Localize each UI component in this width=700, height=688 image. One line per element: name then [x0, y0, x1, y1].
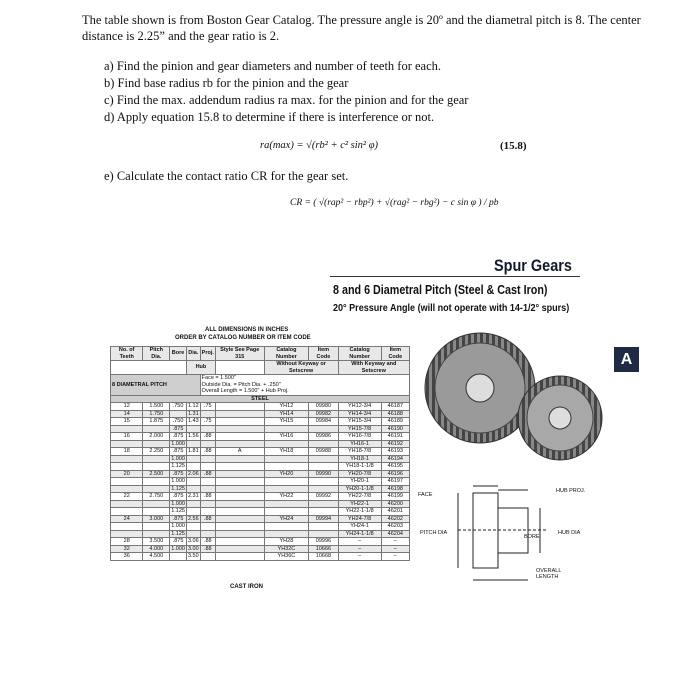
pressure-angle-note: 20° Pressure Angle (will not operate with 14-1/2° spurs): [333, 302, 570, 314]
table-cell: [200, 500, 215, 508]
col-catalog-number: Catalog Number: [264, 347, 309, 361]
table-cell: [143, 478, 170, 486]
table-cell: 22: [111, 493, 143, 501]
table-row: [111, 425, 410, 433]
table-cell: [264, 530, 309, 538]
table-cell: 46201: [381, 508, 409, 516]
table-cell: .875: [170, 538, 187, 546]
dimensions-note: ALL DIMENSIONS IN INCHES: [205, 327, 289, 333]
table-cell: [264, 508, 309, 516]
col-bore: Bore: [170, 347, 187, 361]
problem-intro: The table shown is from Boston Gear Catalog. The pressure angle is 20º and the diametral pitch is 8. The center distance is 2.25” and the gear ratio is 2.: [82, 13, 641, 43]
table-cell: [309, 440, 338, 448]
table-cell: 1.000: [171, 545, 185, 552]
table-cell: 14: [111, 410, 143, 418]
table-cell: 1.56: [187, 433, 199, 439]
table-cell: [200, 530, 215, 538]
table-cell: A: [215, 448, 264, 456]
col-item-code: Item Code: [309, 347, 338, 361]
table-cell: 1.125: [171, 508, 185, 514]
table-cell: YH28: [264, 538, 309, 546]
table-cell: [215, 433, 264, 441]
table-cell: [264, 500, 309, 508]
table-cell: 09992: [309, 493, 338, 501]
table-cell: 46192: [381, 440, 409, 448]
table-cell: [215, 455, 264, 463]
table-cell: 46188: [381, 410, 409, 418]
with-keyway-header: With Keyway and Setscrew: [338, 361, 409, 375]
table-cell: 46193: [381, 448, 409, 456]
table-cell: [309, 508, 338, 516]
table-cell: .875: [170, 448, 187, 456]
table-cell: 46203: [381, 523, 409, 531]
table-cell: 09988: [309, 448, 338, 456]
table-cell: .75: [200, 418, 215, 426]
title-rule: [330, 276, 580, 277]
table-cell: 10668: [309, 553, 338, 561]
table-cell: [215, 478, 264, 486]
table-cell: 32: [111, 545, 143, 553]
table-cell: 12: [111, 403, 143, 411]
label-overall-length: OVERALL LENGTH: [536, 568, 562, 580]
table-cell: .875: [170, 433, 187, 441]
table-cell: 2.56: [187, 515, 199, 522]
table-cell: [215, 418, 264, 426]
table-cell: 1.125: [171, 530, 185, 537]
diametral-pitch-section: 8 DIAMETRAL PITCH: [111, 375, 201, 396]
table-cell: YH14: [264, 410, 309, 418]
table-cell: YH24-1: [338, 523, 381, 531]
table-row: [111, 553, 410, 561]
table-cell: 46194: [381, 455, 409, 463]
table-cell: .88: [200, 515, 215, 523]
table-cell: 1.750: [143, 410, 170, 418]
table-cell: 2.750: [143, 493, 170, 501]
label-face: FACE: [418, 492, 433, 498]
table-cell: [111, 500, 143, 508]
table-cell: [309, 485, 338, 493]
table-cell: YH15-3/4: [338, 418, 381, 426]
col-no-teeth: No. of Teeth: [111, 347, 143, 361]
table-cell: 20: [111, 470, 143, 478]
table-cell: 46190: [381, 425, 409, 433]
table-row: [111, 403, 410, 411]
table-cell: 3.00: [187, 545, 199, 552]
table-cell: 1.000: [171, 478, 185, 484]
table-row: [111, 485, 410, 493]
table-cell: [111, 523, 143, 531]
table-cell: YH12-3/4: [338, 403, 381, 411]
table-cell: YH22: [264, 493, 309, 501]
table-cell: .88: [200, 538, 215, 546]
table-cell: 1.43: [187, 418, 199, 424]
table-row: [111, 440, 410, 448]
table-cell: 1.81: [187, 448, 199, 454]
table-cell: YH18-7/8: [338, 448, 381, 456]
table-cell: [309, 455, 338, 463]
table-cell: 3.06: [187, 538, 199, 544]
label-hub-dia: HUB DIA: [558, 530, 581, 536]
table-cell: YH16: [264, 433, 309, 441]
table-cell: 09982: [309, 410, 338, 418]
table-cell: [264, 478, 309, 486]
table-cell: 09996: [309, 538, 338, 546]
table-cell: 46199: [381, 493, 409, 501]
table-cell: 46187: [381, 403, 409, 411]
table-cell: –: [338, 553, 381, 561]
table-cell: [186, 440, 200, 448]
table-cell: [264, 463, 309, 471]
table-cell: [309, 523, 338, 531]
table-cell: [215, 545, 264, 553]
table-cell: YH32C: [264, 545, 309, 553]
table-cell: .88: [200, 433, 215, 441]
table-cell: [170, 553, 187, 561]
table-row: [111, 478, 410, 486]
spur-gears-illustration: [420, 318, 610, 478]
table-cell: [215, 515, 264, 523]
table-cell: YH24: [264, 515, 309, 523]
table-cell: [309, 425, 338, 433]
table-cell: [111, 485, 143, 493]
col-style: Style See Page 315: [215, 347, 264, 361]
table-cell: YH22-7/8: [338, 493, 381, 501]
table-cell: [143, 523, 170, 531]
table-cell: [215, 508, 264, 516]
table-cell: [143, 463, 170, 471]
table-cell: 1.000: [171, 500, 185, 507]
table-cell: [200, 553, 215, 561]
table-cell: –: [381, 553, 409, 561]
table-cell: [309, 500, 338, 508]
table-cell: YH16-1: [338, 440, 381, 448]
table-cell: [143, 500, 170, 508]
table-cell: .875: [170, 470, 187, 478]
table-cell: 2.31: [187, 493, 199, 499]
table-cell: 09990: [309, 470, 338, 478]
catalog-title: Spur Gears: [494, 256, 572, 275]
table-cell: [264, 425, 309, 433]
table-cell: [215, 523, 264, 531]
table-cell: 1.12: [187, 403, 199, 409]
table-cell: [186, 463, 200, 471]
table-cell: [215, 463, 264, 471]
table-cell: [215, 410, 264, 418]
table-cell: 46191: [381, 433, 409, 441]
table-row: [111, 455, 410, 463]
col-hub-proj: Proj.: [200, 347, 215, 361]
table-cell: 24: [111, 515, 143, 523]
table-cell: 2.500: [143, 470, 170, 478]
table-cell: 28: [111, 538, 143, 546]
table-cell: [111, 425, 143, 433]
table-cell: YH15: [264, 418, 309, 426]
table-cell: [215, 485, 264, 493]
table-cell: [215, 403, 264, 411]
table-cell: 18: [111, 448, 143, 456]
table-cell: [200, 463, 215, 471]
table-cell: 1.125: [171, 463, 185, 469]
table-cell: .88: [200, 493, 215, 501]
table-row: [111, 515, 410, 523]
label-hub-proj: HUB PROJ.: [556, 488, 586, 494]
table-cell: –: [338, 538, 381, 546]
table-cell: [143, 455, 170, 463]
table-cell: .75: [200, 403, 215, 411]
table-row: [111, 410, 410, 418]
table-cell: 3.500: [143, 538, 170, 546]
table-cell: [215, 493, 264, 501]
table-row: [111, 530, 410, 538]
table-cell: 36: [111, 553, 143, 561]
label-bore: BORE: [524, 534, 540, 540]
table-cell: 1.000: [171, 523, 185, 529]
question-d: d) Apply equation 15.8 to determine if there is interference or not.: [104, 110, 435, 124]
table-cell: [186, 425, 200, 433]
table-cell: 16: [111, 433, 143, 441]
question-c: c) Find the max. addendum radius ra max. for the pinion and for the gear: [104, 93, 469, 107]
table-cell: [111, 440, 143, 448]
table-row: [111, 448, 410, 456]
table-cell: [111, 508, 143, 516]
table-row: [111, 545, 410, 553]
table-cell: 15: [111, 418, 143, 426]
table-cell: 09994: [309, 515, 338, 523]
table-cell: [143, 508, 170, 516]
table-cell: .88: [200, 470, 215, 478]
table-row: [111, 523, 410, 531]
table-cell: [186, 530, 200, 538]
table-cell: [264, 440, 309, 448]
table-cell: YH12: [264, 403, 309, 411]
table-cell: [200, 523, 215, 531]
table-cell: YH16-7/8: [338, 433, 381, 441]
table-cell: YH15-7/8: [338, 425, 381, 433]
table-cell: YH18-1-1/8: [338, 463, 381, 471]
table-cell: [215, 553, 264, 561]
without-keyway-header: Without Keyway or Setscrew: [264, 361, 338, 375]
table-cell: [200, 485, 215, 493]
table-cell: 2.000: [143, 433, 170, 441]
question-a: a) Find the pinion and gear diameters and number of teeth for each.: [104, 59, 442, 73]
col-item-code-keyway: Item Code: [381, 347, 409, 361]
table-row: [111, 418, 410, 426]
table-cell: [186, 478, 200, 486]
table-cell: [186, 523, 200, 531]
table-cell: [170, 410, 187, 418]
table-cell: 1.000: [171, 440, 185, 447]
table-cell: .88: [200, 545, 215, 553]
table-cell: [200, 508, 215, 516]
table-cell: .875: [170, 425, 187, 433]
table-cell: 46196: [381, 470, 409, 478]
table-cell: [215, 538, 264, 546]
table-cell: [111, 530, 143, 538]
table-cell: 10666: [309, 545, 338, 553]
label-pitch-dia: PITCH DIA: [420, 530, 448, 536]
table-cell: 46189: [381, 418, 409, 426]
steel-label: STEEL: [111, 395, 410, 403]
table-row: [111, 493, 410, 501]
table-row: [111, 470, 410, 478]
table-cell: –: [381, 538, 409, 546]
table-cell: 46200: [381, 500, 409, 508]
length-note: Overall Length = 1.500" + Hub Proj.: [201, 388, 289, 394]
table-cell: 4.000: [143, 545, 170, 553]
table-cell: [264, 485, 309, 493]
table-cell: YH22-1: [338, 500, 381, 508]
table-cell: [186, 508, 200, 516]
table-cell: [143, 530, 170, 538]
cast-iron-label: CAST IRON: [230, 584, 263, 590]
table-row: [111, 500, 410, 508]
table-cell: 09984: [309, 418, 338, 426]
table-cell: [200, 425, 215, 433]
table-cell: [264, 455, 309, 463]
table-row: [111, 508, 410, 516]
table-row: [111, 463, 410, 471]
order-note: ORDER BY CATALOG NUMBER OR ITEM CODE: [175, 335, 311, 341]
table-cell: [215, 470, 264, 478]
table-cell: 1.000: [171, 455, 185, 462]
col-pitch-dia: Pitch Dia.: [143, 347, 170, 361]
table-cell: [200, 455, 215, 463]
table-cell: [200, 410, 215, 418]
table-cell: .875: [170, 515, 187, 523]
table-cell: [186, 500, 200, 508]
section-badge: A: [614, 347, 639, 372]
table-cell: .875: [170, 493, 187, 501]
table-cell: YH20-7/8: [338, 470, 381, 478]
table-cell: 3.000: [143, 515, 170, 523]
table-cell: 3.50: [187, 553, 199, 559]
col-hub-dia: Dia.: [186, 347, 200, 361]
table-cell: 1.31: [187, 410, 199, 417]
table-cell: YH22-1-1/8: [338, 508, 381, 516]
table-cell: 46202: [381, 515, 409, 523]
table-cell: YH20-1-1/8: [338, 485, 381, 493]
question-e: e) Calculate the contact ratio CR for the gear set.: [104, 169, 349, 183]
cr-equation: CR = ( √(rap² − rbp²) + √(rag² − rbg²) − c sin φ ) / pb: [290, 198, 499, 208]
table-cell: 46197: [381, 478, 409, 486]
table-cell: YH14-3/4: [338, 410, 381, 418]
table-cell: –: [381, 545, 409, 553]
table-row: [111, 538, 410, 546]
table-cell: [215, 425, 264, 433]
table-cell: [215, 500, 264, 508]
table-cell: [215, 440, 264, 448]
table-cell: [309, 478, 338, 486]
question-b: b) Find base radius rb for the pinion and the gear: [104, 76, 349, 90]
table-cell: 2.06: [187, 470, 199, 477]
table-cell: [200, 440, 215, 448]
table-cell: 09980: [309, 403, 338, 411]
table-cell: [309, 463, 338, 471]
table-cell: 1.125: [171, 485, 185, 492]
table-cell: YH24-1-1/8: [338, 530, 381, 538]
table-cell: [186, 485, 200, 493]
table-cell: [111, 478, 143, 486]
table-cell: [186, 455, 200, 463]
catalog-subtitle: 8 and 6 Diametral Pitch (Steel & Cast Iron): [333, 283, 548, 297]
table-cell: .750: [170, 403, 187, 411]
table-cell: 1.500: [143, 403, 170, 411]
table-cell: YH36C: [264, 553, 309, 561]
table-cell: YH20-1: [338, 478, 381, 486]
table-cell: [111, 463, 143, 471]
table-cell: [143, 440, 170, 448]
table-cell: YH18: [264, 448, 309, 456]
table-cell: [309, 530, 338, 538]
table-cell: [111, 455, 143, 463]
table-cell: 09986: [309, 433, 338, 441]
equation-number: (15.8): [500, 140, 527, 152]
table-cell: 46204: [381, 530, 409, 538]
table-cell: YH20: [264, 470, 309, 478]
table-cell: YH24-7/8: [338, 515, 381, 523]
table-cell: [143, 485, 170, 493]
table-cell: 2.250: [143, 448, 170, 456]
od-note: Outside Dia. = Pitch Dia. + .250": [201, 381, 281, 388]
table-cell: .88: [200, 448, 215, 456]
hub-group-header: Hub: [186, 361, 215, 375]
table-cell: [200, 478, 215, 486]
table-cell: 46198: [381, 485, 409, 493]
table-cell: 4.500: [143, 553, 170, 561]
table-cell: 1.875: [143, 418, 170, 426]
table-cell: YH18-1: [338, 455, 381, 463]
table-cell: [264, 523, 309, 531]
face-note: Face = 1.500": [201, 375, 236, 381]
equation-15-8: ra(max) = √(rb² + c² sin² φ): [260, 140, 379, 151]
table-cell: 46195: [381, 463, 409, 471]
table-cell: .750: [170, 418, 187, 426]
col-catalog-number-keyway: Catalog Number: [338, 347, 381, 361]
table-cell: –: [338, 545, 381, 553]
table-cell: [215, 530, 264, 538]
table-cell: [143, 425, 170, 433]
gear-spec-table: [110, 346, 410, 561]
table-row: [111, 433, 410, 441]
